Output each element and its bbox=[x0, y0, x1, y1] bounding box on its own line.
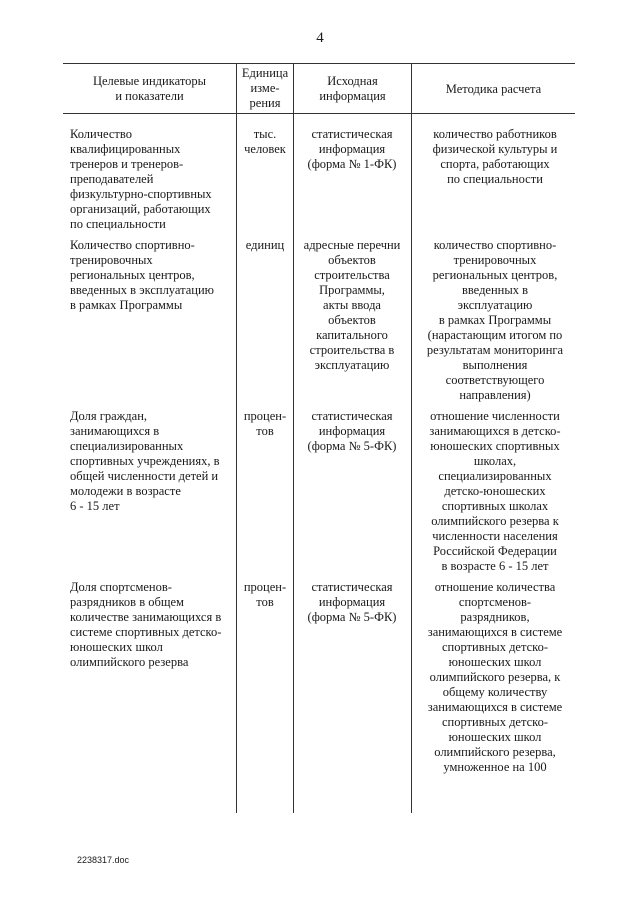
row3-indicator: Доля граждан, занимающихся в специализированных спортивных учреждениях, в общей численности детей и молодежи в возрасте 6 - 15 лет bbox=[70, 409, 220, 513]
row4-source: статистическая информация (форма № 5-ФК) bbox=[307, 580, 397, 624]
row1-unit: тыс. человек bbox=[244, 127, 286, 156]
header-source: Исходная информация bbox=[319, 74, 386, 103]
row4-method: отношение количества спортсменов- разрядников, занимающихся в системе спортивных детско- юношеских школ олимпийского резерва, к общему количеству занимающихся в системе спортивных детско- юношеских школ олимпийского резерва, умноженное на 100 bbox=[427, 580, 563, 774]
table-header-rule bbox=[63, 113, 575, 114]
row2-source: адресные перечни объектов строительства Программы, акты ввода объектов капитального строительства в эксплуатацию bbox=[303, 238, 401, 372]
row2-indicator: Количество спортивно- тренировочных региональных центров, введенных в эксплуатацию в рамках Программы bbox=[70, 238, 214, 312]
row1-indicator: Количество квалифицированных тренеров и тренеров- преподавателей физкультурно-спортивных организаций, работающих по специальности bbox=[70, 127, 212, 231]
row2-unit: единиц bbox=[245, 238, 285, 252]
page-number: 4 bbox=[316, 30, 324, 46]
row4-indicator: Доля спортсменов- разрядников в общем количестве занимающихся в системе спортивных детско- юношеских школ олимпийского резерва bbox=[70, 580, 222, 669]
row1-method: количество работников физической культуры и спорта, работающих по специальности bbox=[432, 127, 558, 186]
row2-method: количество спортивно- тренировочных региональных центров, введенных в эксплуатацию в рамках Программы (нарастающим итогом по результатам мониторинга выполнения соответствующего направления) bbox=[426, 238, 564, 402]
header-indicators: Целевые индикаторы и показатели bbox=[92, 74, 207, 103]
table-top-rule bbox=[63, 63, 575, 64]
header-unit: Единица изме- рения bbox=[241, 66, 289, 110]
document-filename: 2238317.doc bbox=[77, 855, 130, 865]
column-divider-3 bbox=[411, 63, 412, 813]
row1-source: статистическая информация (форма № 1-ФК) bbox=[307, 127, 397, 171]
row3-source: статистическая информация (форма № 5-ФК) bbox=[307, 409, 397, 453]
row3-unit: процен- тов bbox=[243, 409, 287, 438]
row4-unit: процен- тов bbox=[243, 580, 287, 609]
row3-method: отношение численности занимающихся в детско- юношеских спортивных школах, специализированных детско-юношеских спортивных школах олимпийского резерва к численности населения Российской Федерации в возрасте 6 - 15 лет bbox=[429, 409, 561, 573]
header-method: Методика расчета bbox=[445, 82, 542, 96]
column-divider-2 bbox=[293, 63, 294, 813]
